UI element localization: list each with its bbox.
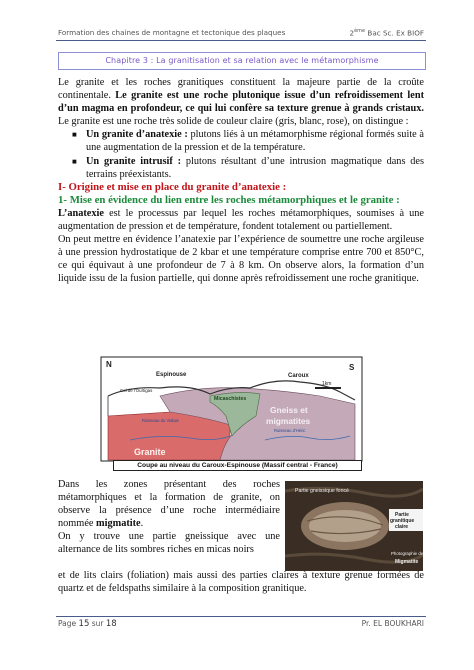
experiment-paragraph: On peut mettre en évidence l’anatexie par l’expérience de soumettre une roche argileuse à une pression hydrostatique de 2 kbar et une température comprise entre 700 et 850°C, ce qui équivaut à une profondeur de 7 à 8 km. On observe alors, la formation d’un liquide issu de la fusion partielle, qui donne après refroidissement une roche granitique. xyxy=(58,234,424,285)
photo-right-label-3: claire xyxy=(395,524,409,530)
south-label: S xyxy=(349,363,355,372)
page-number: Page 15 sur 18 xyxy=(58,619,117,629)
photo-right-label-1: Partie xyxy=(395,512,409,518)
caroux-label: Caroux xyxy=(288,373,309,379)
migmatite-paragraph-end: et de lits clairs (foliation) mais aussi des parties claires à texture grenue formées de quartz et de feldspaths similaire à la composition granitique. xyxy=(58,570,424,595)
gneiss-label: Gneiss et xyxy=(270,405,308,415)
photo-top-label: Partie gneissique foncé xyxy=(295,488,349,494)
square-bullet-icon: ■ xyxy=(72,130,77,140)
header-divider xyxy=(56,40,426,41)
chapter-title-box xyxy=(58,52,426,70)
page-footer xyxy=(58,619,424,631)
section-title: I- Origine et mise en place du granite d’anatexie : xyxy=(58,180,287,193)
geologic-cross-section xyxy=(100,356,363,472)
photo-bottom-label-1: Photographie de xyxy=(391,551,423,556)
figure-caption: Coupe au niveau du Caroux-Espinouse (Massif central - France) xyxy=(113,460,362,471)
photo-right-label-2: granitique xyxy=(390,518,415,524)
espinouse-label: Espinouse xyxy=(156,372,187,378)
migmatite-paragraph: Dans les zones présentant des roches métamorphiques et la formation de granite, on observe la présence d’une roche intermédiaire nommée migmatite. On y trouve une partie gneissique avec une alternance de lits sombres riches en micas noirs xyxy=(58,479,280,556)
footer-divider xyxy=(56,616,426,617)
header-level: 2ème Bac Sc. Ex BIOF xyxy=(349,28,424,38)
photo-bottom-label-2: Migmatite xyxy=(395,559,419,565)
header-course-title: Formation des chaines de montagne et tectonique des plaques xyxy=(58,28,286,37)
migmatites-label: migmatites xyxy=(266,416,311,426)
micaschistes-label: Micaschistes xyxy=(214,396,247,402)
ruisseau-vialais-label: Ruisseau du Vialais xyxy=(142,418,179,423)
intro-paragraph: Le granite et les roches granitiques constituent la majeure partie de la croûte continentale. Le granite est une roche plutonique issue d’un refroidissement lent d’un magma en profondeur, ce qui lui confère sa texture grenue à grands cristaux. Le granite est une roche très solide de couleur claire (gris, blanc, rose), on distingue : xyxy=(58,77,424,128)
chapter-title: Chapitre 3 : La granitisation et sa relation avec le métamorphisme xyxy=(105,56,379,65)
author: Pr. EL BOUKHARI xyxy=(361,619,424,628)
main-content xyxy=(58,76,424,286)
migmatite-photo xyxy=(285,481,423,571)
granite-label: Granite xyxy=(134,447,166,457)
square-bullet-icon: ■ xyxy=(72,156,77,166)
bullet-anatexie-granite: ■ Un granite d’anatexie : plutons liés à un métamorphisme régional formés suite à une augmentation de la pression et de la température. xyxy=(72,129,424,154)
ruisseau-heric-label: Ruisseau d'Héric xyxy=(274,428,306,433)
col-label: Col de l'Ourtigas xyxy=(120,388,153,393)
subsection-title: 1- Mise en évidence du lien entre les roches métamorphiques et le granite : xyxy=(58,193,400,206)
north-label: N xyxy=(106,360,112,369)
bullet-intrusive-granite: ■ Un granite intrusif : plutons résultant d’une intrusion magmatique dans des terrains préexistants. xyxy=(72,155,424,180)
page-header xyxy=(58,26,424,40)
scale-label: 1km xyxy=(322,381,332,387)
anatexie-definition: L’anatexie est le processus par lequel les roches métamorphiques, soumises à une augmentation de pression et de température, fondent totalement ou partiellement. xyxy=(58,207,424,233)
scale-bar xyxy=(315,387,341,389)
